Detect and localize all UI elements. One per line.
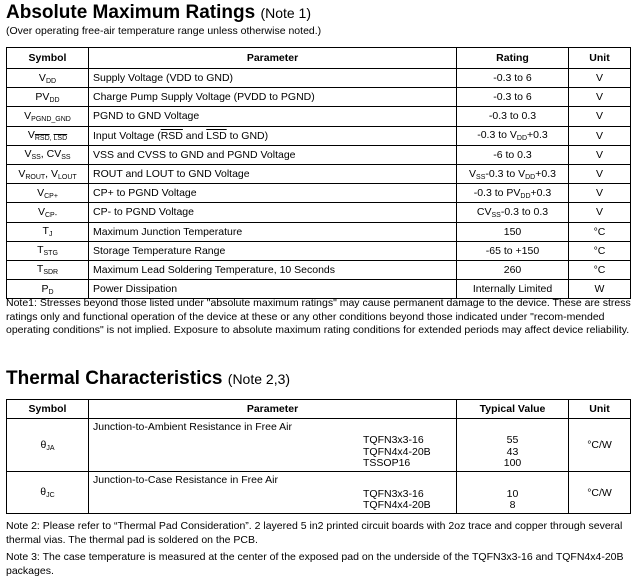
amr-header-unit: Unit: [569, 48, 631, 69]
symbol-cell: $V_{CP+}$: [7, 184, 89, 203]
thermal-title-note: (Note 2,3): [227, 371, 291, 387]
thermal-header-symbol: Symbol: [7, 400, 89, 419]
rating-cell: -6 to 0.3: [457, 145, 569, 164]
parameter-cell: Power Dissipation: [89, 280, 457, 299]
package-list: TQFN3x3-16 TQFN4x4-20B: [363, 487, 431, 512]
typical-value-cell: 10 8: [457, 472, 569, 514]
thermal-header-row: [7, 400, 631, 419]
parameter-desc: Junction-to-Ambient Resistance in Free Air: [93, 421, 293, 433]
unit-cell: V: [569, 126, 631, 145]
table-row: [7, 184, 631, 203]
table-row: [7, 69, 631, 88]
rating-cell: -0.3 to $PV_{DD}+0.3$: [457, 184, 569, 203]
symbol-cell: $V_{SS}$, $CV_{SS}$: [7, 145, 89, 164]
parameter-cell: CP- to PGND Voltage: [89, 203, 457, 222]
unit-cell: V: [569, 203, 631, 222]
amr-header-symbol: Symbol: [7, 48, 89, 69]
rating-cell: Internally Limited: [457, 280, 569, 299]
rating-cell: -0.3 to 6: [457, 88, 569, 107]
table-row: [7, 241, 631, 260]
symbol-cell: $T_J$: [7, 222, 89, 241]
table-row: [7, 280, 631, 299]
amr-title-text: Absolute Maximum Ratings: [6, 2, 256, 23]
rating-cell: -0.3 to 0.3: [457, 107, 569, 126]
amr-header-rating: Rating: [457, 48, 569, 69]
symbol-cell: $\theta_{JC}$: [7, 472, 89, 514]
symbol-cell: $V_{\overline{RSD}, \overline{LSD}}$: [7, 126, 89, 145]
symbol-cell: $V_{CP-}$: [7, 203, 89, 222]
symbol-cell: $V_{PGND\_GND}$: [7, 107, 89, 126]
unit-cell: °C/W: [569, 472, 631, 514]
unit-cell: V: [569, 88, 631, 107]
thermal-title-text: Thermal Characteristics: [6, 368, 223, 389]
amr-title: [6, 2, 311, 24]
amr-subtitle: (Over operating free-air temperature range unless otherwise noted.): [6, 25, 322, 37]
symbol-cell: $T_{STG}$: [7, 241, 89, 260]
table-row: [7, 260, 631, 279]
parameter-cell: Maximum Lead Soldering Temperature, 10 Seconds: [89, 260, 457, 279]
rating-cell: -0.3 to 6: [457, 69, 569, 88]
parameter-cell: [89, 419, 457, 472]
thermal-header-unit: Unit: [569, 400, 631, 419]
parameter-cell: Input Voltage ($\overline{RSD}$ and $\overline{LSD}$ to GND): [89, 126, 457, 145]
table-row: [7, 222, 631, 241]
table-row: [7, 88, 631, 107]
unit-cell: V: [569, 164, 631, 183]
thermal-header-parameter: Parameter: [89, 400, 457, 419]
rating-cell: -65 to +150: [457, 241, 569, 260]
symbol-cell: $PV_{DD}$: [7, 88, 89, 107]
parameter-cell: VSS and CVSS to GND and PGND Voltage: [89, 145, 457, 164]
symbol-cell: $V_{ROUT}$, $V_{LOUT}$: [7, 164, 89, 183]
unit-cell: V: [569, 69, 631, 88]
parameter-cell: PGND to GND Voltage: [89, 107, 457, 126]
thermal-title: [6, 368, 290, 390]
symbol-cell: $\theta_{JA}$: [7, 419, 89, 472]
unit-cell: V: [569, 184, 631, 203]
unit-cell: °C: [569, 241, 631, 260]
package-list: TQFN3x3-16 TQFN4x4-20B TSSOP16: [363, 434, 431, 470]
rating-cell: $V_{SS}-0.3$ to $V_{DD}+0.3$: [457, 164, 569, 183]
table-row: [7, 107, 631, 126]
table-row: [7, 203, 631, 222]
amr-title-note: (Note 1): [260, 5, 312, 21]
parameter-cell: Charge Pump Supply Voltage (PVDD to PGND): [89, 88, 457, 107]
rating-cell: 260: [457, 260, 569, 279]
parameter-cell: Storage Temperature Range: [89, 241, 457, 260]
parameter-desc: Junction-to-Case Resistance in Free Air: [93, 474, 278, 486]
symbol-cell: $P_D$: [7, 280, 89, 299]
unit-cell: W: [569, 280, 631, 299]
parameter-cell: CP+ to PGND Voltage: [89, 184, 457, 203]
unit-cell: V: [569, 107, 631, 126]
symbol-cell: $T_{SDR}$: [7, 260, 89, 279]
amr-header-parameter: Parameter: [89, 48, 457, 69]
note-3: Note 3: The case temperature is measured at the center of the exposed pad on the underside of the TQFN3x3-16 and TQFN4x4-20B packages.: [6, 551, 624, 577]
table-row: [7, 164, 631, 183]
note-2: Note 2: Please refer to “Thermal Pad Consideration”. 2 layered 5 in2 printed circuit boards with 2oz trace and copper through several thermal vias. The thermal pad is soldered on the PCB.: [6, 520, 623, 546]
thermal-header-typical: Typical Value: [457, 400, 569, 419]
typical-value-cell: 55 43 100: [457, 419, 569, 472]
unit-cell: V: [569, 145, 631, 164]
table-row: [7, 145, 631, 164]
unit-cell: °C: [569, 260, 631, 279]
rating-cell: $CV_{SS}-0.3$ to 0.3: [457, 203, 569, 222]
amr-header-row: [7, 48, 631, 69]
table-row: [7, 472, 631, 514]
table-row: [7, 126, 631, 145]
rating-cell: 150: [457, 222, 569, 241]
parameter-cell: ROUT and LOUT to GND Voltage: [89, 164, 457, 183]
symbol-cell: $V_{DD}$: [7, 69, 89, 88]
unit-cell: °C/W: [569, 419, 631, 472]
thermal-table: [6, 399, 631, 514]
parameter-cell: Maximum Junction Temperature: [89, 222, 457, 241]
rating-cell: -0.3 to $V_{DD}+0.3$: [457, 126, 569, 145]
amr-table: [6, 47, 631, 299]
parameter-cell: Supply Voltage (VDD to GND): [89, 69, 457, 88]
note-1: Note1: Stresses beyond those listed under "absolute maximum ratings" may cause permanent damage to the device. These are stress ratings only and functional operation of the device at these or any other conditions beyond those indicated under "recom-mended operating conditions" is not implied. Exposure to absolute maximum rating conditions for extended periods may affect device reliability.: [6, 297, 631, 336]
table-row: [7, 419, 631, 472]
parameter-cell: [89, 472, 457, 514]
unit-cell: °C: [569, 222, 631, 241]
